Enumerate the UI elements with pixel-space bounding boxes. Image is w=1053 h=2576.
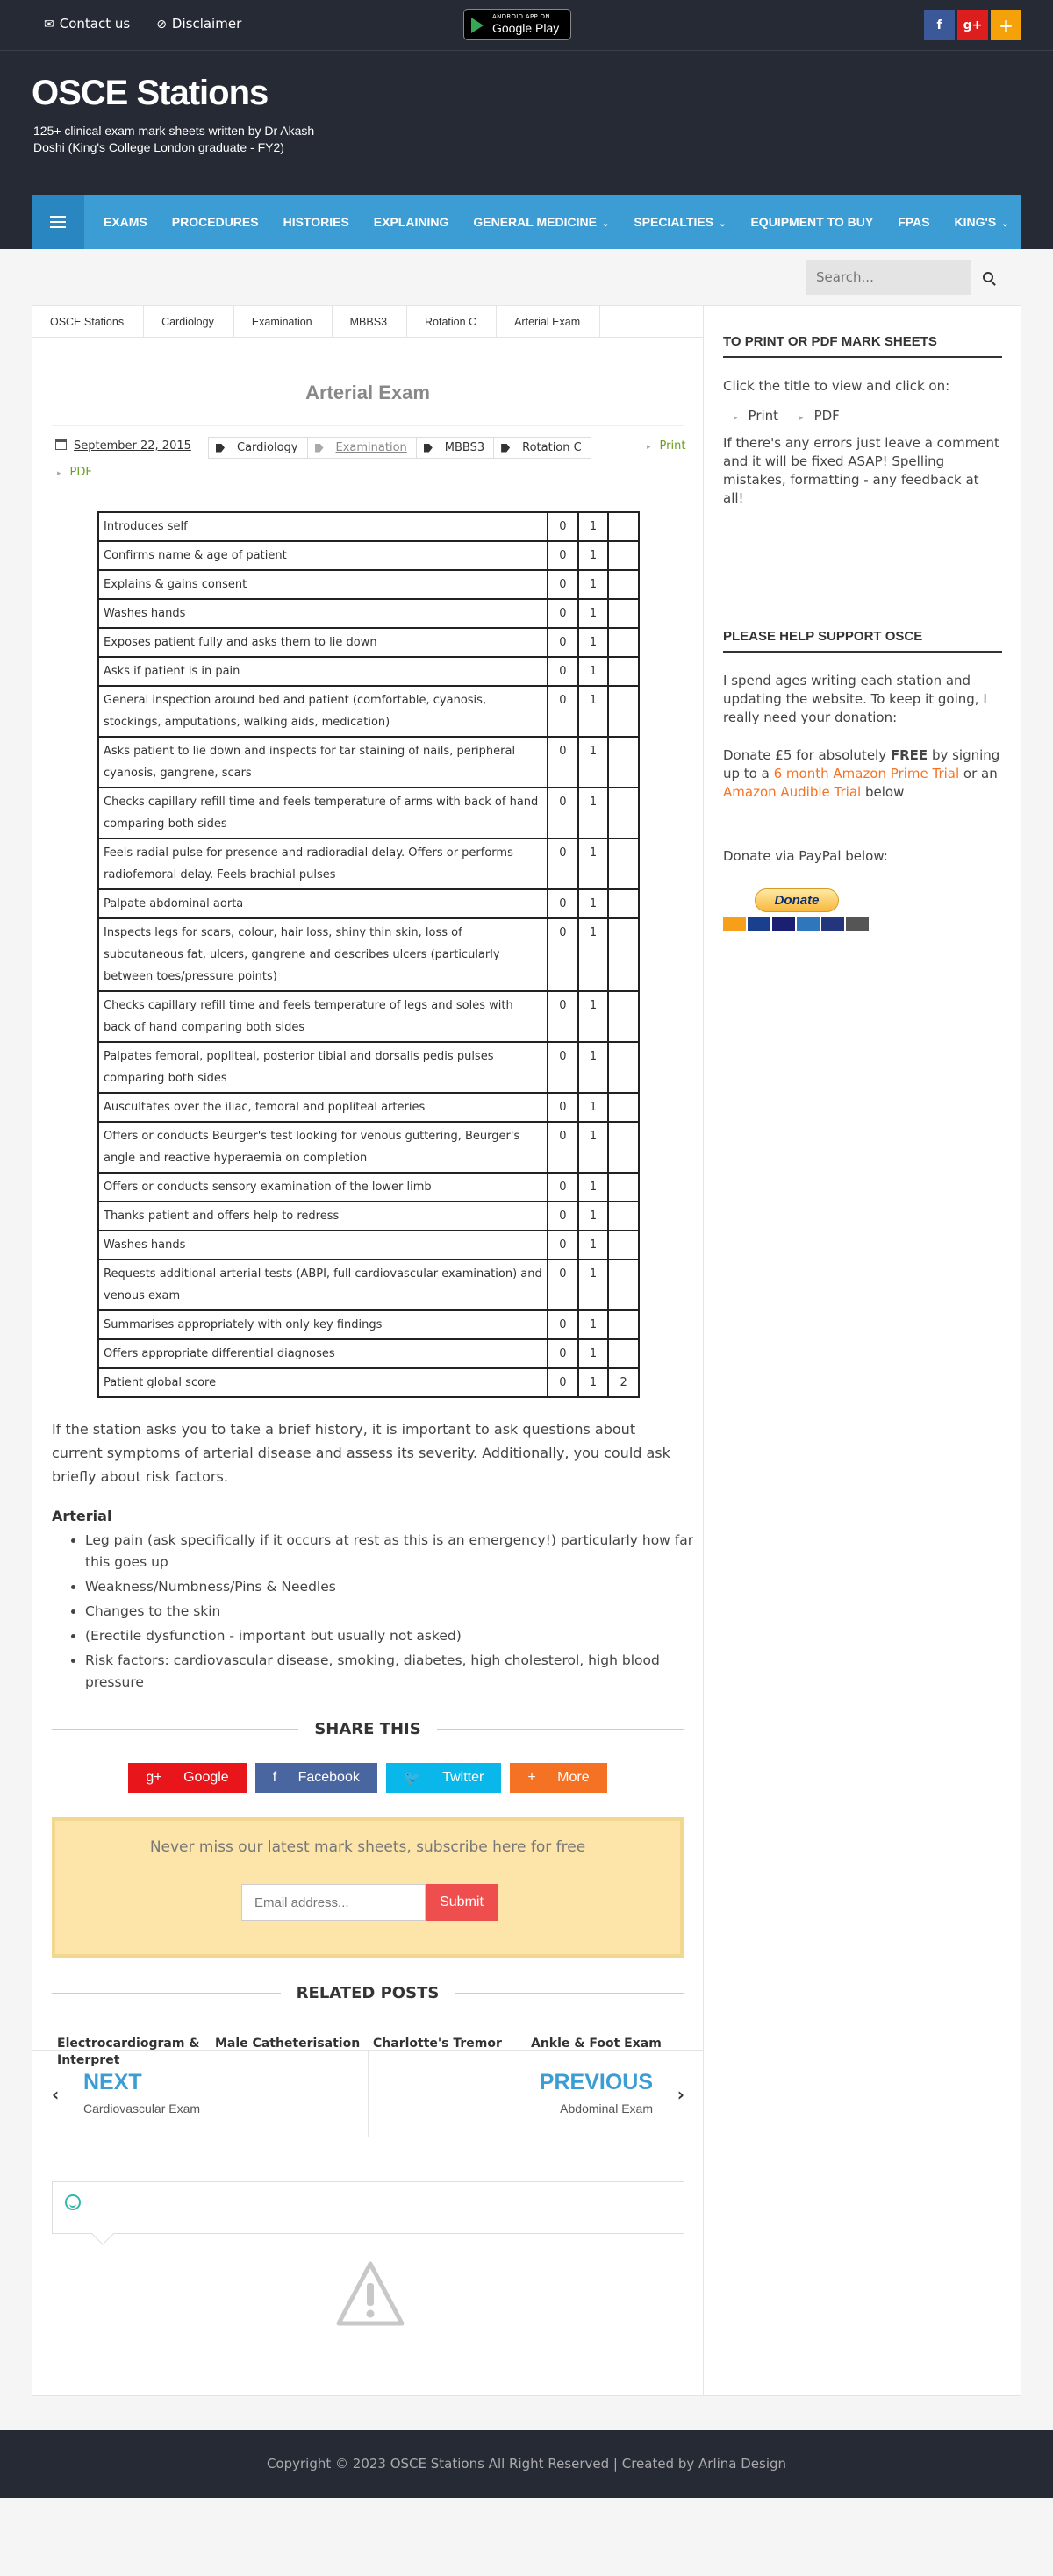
score-cell: 1 [578, 838, 609, 889]
post-date: September 22, 2015 [55, 439, 191, 453]
score-cell: 0 [548, 1368, 578, 1397]
score-cell: 1 [578, 657, 609, 686]
score-cell: 1 [578, 1122, 609, 1173]
nav-item-general-medicine[interactable]: GENERAL MEDICINE ⌄ [473, 215, 610, 229]
score-cell: 0 [548, 541, 578, 570]
subscribe-box [52, 1817, 684, 1958]
list-item: • Weakness/Numbness/Pins & Needles [85, 1576, 703, 1598]
comment-pointer [91, 2223, 113, 2244]
nav-list [84, 215, 1021, 229]
tag-icon [424, 444, 433, 453]
print-widget-title: TO PRINT OR PDF MARK SHEETS [723, 334, 1002, 358]
table-row [98, 657, 639, 686]
score-cell: 1 [578, 1339, 609, 1368]
post-title: Arterial Exam [305, 382, 430, 403]
facebook-icon[interactable]: f [924, 10, 955, 40]
score-cell [608, 1259, 639, 1310]
score-cell [608, 889, 639, 918]
share-more-button[interactable]: + More [510, 1763, 606, 1793]
score-cell: 1 [578, 1310, 609, 1339]
paypal-icon [821, 917, 844, 931]
warning-icon [335, 2258, 405, 2329]
search-button[interactable] [971, 260, 1006, 295]
arterial-heading: Arterial [52, 1508, 112, 1524]
score-cell [608, 512, 639, 541]
criterion-cell: Checks capillary refill time and feels temperature of legs and soles with back of hand comparing both sides [98, 991, 548, 1042]
table-row [98, 788, 639, 838]
score-cell: 0 [548, 991, 578, 1042]
google-play-icon [471, 18, 484, 33]
table-row [98, 918, 639, 991]
score-cell [608, 918, 639, 991]
criterion-cell: Checks capillary refill time and feels temperature of arms with back of hand comparing both sides [98, 788, 548, 838]
site-title[interactable]: OSCE Stations [32, 74, 269, 112]
score-cell: 2 [608, 1368, 639, 1397]
search-input[interactable] [806, 260, 971, 295]
nav-item-histories[interactable]: HISTORIES [283, 215, 349, 229]
score-cell [608, 1122, 639, 1173]
score-cell: 0 [548, 889, 578, 918]
table-row [98, 737, 639, 788]
contact-link[interactable]: ✉ Contact us [44, 16, 131, 32]
share-google-button[interactable]: g+ Google [128, 1763, 246, 1793]
google-play-badge[interactable]: ANDROID APP ON Google Play [463, 9, 571, 40]
table-row [98, 1122, 639, 1173]
score-cell: 0 [548, 686, 578, 737]
intro-paragraph: If the station asks you to take a brief history, it is important to ask questions about current symptoms of arterial disease and assess its severity. Additionally, you could ask briefly about risk factors. [52, 1421, 670, 1485]
breadcrumb [32, 306, 703, 338]
score-cell: 1 [578, 1231, 609, 1259]
score-cell [608, 686, 639, 737]
score-cell: 0 [548, 1042, 578, 1093]
chevron-down-icon: ⌄ [1001, 219, 1009, 229]
table-row [98, 512, 639, 541]
tag-icon [315, 444, 324, 453]
print-options [734, 408, 1002, 424]
score-cell: 1 [578, 1259, 609, 1310]
site-tagline: 125+ clinical exam mark sheets written by Dr Akash Doshi (King's College London graduate - FY2) [33, 124, 315, 154]
criterion-cell: Offers appropriate differential diagnoses [98, 1339, 548, 1368]
table-row [98, 1259, 639, 1310]
score-cell: 1 [578, 991, 609, 1042]
bank-icon [846, 917, 869, 931]
criterion-cell: Summarises appropriately with only key findings [98, 1310, 548, 1339]
criterion-cell: Introduces self [98, 512, 548, 541]
comment-box[interactable] [52, 2181, 684, 2234]
table-row [98, 991, 639, 1042]
criterion-cell: Thanks patient and offers help to redress [98, 1202, 548, 1231]
nav-item-fpas[interactable]: FPAS [898, 215, 930, 229]
criterion-cell: Washes hands [98, 1231, 548, 1259]
plus-icon: + [527, 1770, 541, 1785]
mastercard-icon [723, 917, 746, 931]
sidebar [704, 306, 1021, 1060]
site-footer [0, 2430, 1053, 2498]
score-cell [608, 1202, 639, 1231]
print-widget-text: Click the title to view and click on: [723, 378, 950, 394]
table-row [98, 570, 639, 599]
calendar-icon [55, 439, 67, 450]
score-cell: 1 [578, 512, 609, 541]
amazon-prime-link[interactable]: 6 month Amazon Prime Trial [773, 766, 960, 781]
score-cell [608, 628, 639, 657]
table-row [98, 686, 639, 737]
table-row [98, 889, 639, 918]
score-cell [608, 1093, 639, 1122]
breadcrumb-item[interactable]: Rotation C [407, 306, 497, 337]
score-cell: 0 [548, 1202, 578, 1231]
score-cell [608, 737, 639, 788]
google-plus-icon: g+ [146, 1770, 167, 1785]
donate-button[interactable]: Donate [755, 888, 839, 912]
previous-post-link[interactable]: › PREVIOUS Abdominal Exam [539, 2070, 684, 2116]
table-row [98, 1231, 639, 1259]
score-cell: 1 [578, 628, 609, 657]
score-cell: 0 [548, 628, 578, 657]
amazon-audible-link[interactable]: Amazon Audible Trial [723, 784, 862, 800]
pdf-option: ▸ PDF [799, 408, 840, 424]
twitter-icon: 🐦 [403, 1771, 426, 1786]
score-cell: 0 [548, 512, 578, 541]
criterion-cell: Feels radial pulse for presence and radioradial delay. Offers or performs radiofemoral delay. Feels brachial pulses [98, 838, 548, 889]
share-facebook-button[interactable]: f Facebook [255, 1763, 377, 1793]
support-widget-title: PLEASE HELP SUPPORT OSCE [723, 629, 1002, 653]
criterion-cell: Patient global score [98, 1368, 548, 1397]
pdf-link[interactable]: ▸ PDF [57, 466, 92, 479]
table-row [98, 1173, 639, 1202]
social-buttons [924, 10, 1021, 40]
criterion-cell: Auscultates over the iliac, femoral and popliteal arteries [98, 1093, 548, 1122]
share-buttons [32, 1763, 703, 1793]
score-cell: 1 [578, 541, 609, 570]
share-heading: SHARE THIS [52, 1720, 684, 1738]
top-bar [0, 0, 1053, 51]
copyright-text: Copyright © 2023 OSCE Stations All Right Reserved | Created by Arlina Design [266, 2456, 787, 2472]
post-tags [208, 437, 591, 459]
list-item: • (Erectile dysfunction - important but usually not asked) [85, 1625, 703, 1647]
site-header [0, 51, 1053, 249]
main-nav [32, 195, 1021, 249]
hamburger-icon [50, 216, 66, 228]
score-cell [608, 991, 639, 1042]
table-row [98, 599, 639, 628]
breadcrumb-item[interactable]: OSCE Stations [32, 306, 144, 337]
score-cell: 0 [548, 788, 578, 838]
criterion-cell: Washes hands [98, 599, 548, 628]
score-cell: 0 [548, 1093, 578, 1122]
score-cell [608, 541, 639, 570]
score-cell: 0 [548, 737, 578, 788]
score-cell: 1 [578, 737, 609, 788]
score-cell: 0 [548, 1310, 578, 1339]
score-cell: 0 [548, 1173, 578, 1202]
table-row [98, 1368, 639, 1397]
score-cell [608, 657, 639, 686]
score-cell: 1 [578, 686, 609, 737]
list-item: • Changes to the skin [85, 1601, 703, 1623]
score-cell: 0 [548, 918, 578, 991]
print-widget-note: If there's any errors just leave a comment and it will be fixed ASAP! Spelling mistakes, formatting - any feedback at all! [723, 435, 999, 506]
share-twitter-button[interactable]: 🐦 Twitter [386, 1763, 502, 1793]
visa-electron-icon [797, 917, 820, 931]
table-row [98, 1042, 639, 1093]
score-cell: 0 [548, 1259, 578, 1310]
nav-item-equipment-to-buy[interactable]: EQUIPMENT TO BUY [750, 215, 874, 229]
score-cell: 1 [578, 1202, 609, 1231]
search-row [0, 249, 1053, 305]
search-icon [983, 272, 993, 282]
criterion-cell: Exposes patient fully and asks them to lie down [98, 628, 548, 657]
subscribe-message: Never miss our latest mark sheets, subscribe here for free [149, 1838, 586, 1856]
score-cell [608, 570, 639, 599]
tag-icon [216, 444, 225, 453]
breadcrumb-item[interactable]: MBBS3 [333, 306, 407, 337]
nav-item-procedures[interactable]: PROCEDURES [171, 215, 259, 229]
print-widget [704, 334, 1021, 508]
score-cell: 0 [548, 599, 578, 628]
plus-icon[interactable]: + [991, 10, 1021, 40]
criterion-cell: Offers or conducts sensory examination of the lower limb [98, 1173, 548, 1202]
related-post-link[interactable]: Electrocardiogram & Interpret [57, 2037, 200, 2067]
table-row [98, 1202, 639, 1231]
criterion-cell: Confirms name & age of patient [98, 541, 548, 570]
tag-mbbs3[interactable]: MBBS3 [416, 437, 494, 459]
breadcrumb-item[interactable]: Arterial Exam [497, 306, 600, 337]
criterion-cell: Palpate abdominal aorta [98, 889, 548, 918]
chevron-right-icon: › [677, 2084, 684, 2105]
paypal-donate [723, 888, 1002, 934]
donate-text: Donate £5 for absolutely FREE by signing up to a 6 month Amazon Prime Trial or an Amazon Audible Trial below [723, 747, 1000, 800]
check-circle-icon: ⊘ [156, 18, 167, 32]
menu-button[interactable] [32, 195, 84, 249]
score-cell [608, 1173, 639, 1202]
tag-examination[interactable]: Examination [307, 437, 417, 459]
post-meta [52, 425, 684, 487]
criterion-cell: Offers or conducts Beurger's test looking for venous guttering, Beurger's angle and reactive hyperaemia on completion [98, 1122, 548, 1173]
score-cell: 1 [578, 570, 609, 599]
submit-button[interactable]: Submit [426, 1884, 498, 1921]
score-cell: 1 [578, 599, 609, 628]
score-cell: 0 [548, 1122, 578, 1173]
post-navigation [32, 2050, 704, 2137]
payment-cards [723, 917, 869, 931]
support-widget [704, 629, 1021, 934]
score-cell: 1 [578, 1173, 609, 1202]
list-item: • Risk factors: cardiovascular disease, smoking, diabetes, high cholesterol, high blood pressure [85, 1650, 703, 1694]
criterion-cell: Requests additional arterial tests (ABPI, full cardiovascular examination) and venous exam [98, 1259, 548, 1310]
score-cell: 0 [548, 1339, 578, 1368]
list-item: • Leg pain (ask specifically if it occurs at rest as this is an emergency!) particularly how far this goes up [85, 1530, 703, 1573]
visa-icon [772, 917, 795, 931]
chevron-down-icon: ⌄ [719, 219, 727, 229]
nav-item-exams[interactable]: EXAMS [104, 215, 147, 229]
chevron-down-icon: ⌄ [601, 219, 610, 229]
score-cell: 1 [578, 1093, 609, 1122]
breadcrumb-item[interactable]: Cardiology [144, 306, 234, 337]
breadcrumb-item[interactable]: Examination [234, 306, 333, 337]
smiley-icon [65, 2194, 81, 2210]
print-link[interactable]: ▸ Print [647, 439, 685, 453]
score-cell: 1 [578, 889, 609, 918]
score-cell [608, 1339, 639, 1368]
criterion-cell: Inspects legs for scars, colour, hair loss, shiny thin skin, loss of subcutaneous fat, ulcers, gangrene and describes ulcers (particularly between toes/pressure points) [98, 918, 548, 991]
nav-item-specialties[interactable]: SPECIALTIES ⌄ [634, 215, 727, 229]
score-cell [608, 788, 639, 838]
table-row [98, 541, 639, 570]
criterion-cell: Asks if patient is in pain [98, 657, 548, 686]
content-wrapper [32, 305, 1021, 2396]
next-post-link[interactable]: ‹ NEXT Cardiovascular Exam [32, 2051, 369, 2137]
criterion-cell: Asks patient to lie down and inspects for tar staining of nails, peripheral cyanosis, gangrene, scars [98, 737, 548, 788]
nav-item-king-s[interactable]: KING'S ⌄ [954, 215, 1009, 229]
score-cell [608, 838, 639, 889]
score-cell: 1 [578, 788, 609, 838]
print-option: ▸ Print [734, 408, 778, 424]
score-cell [608, 1231, 639, 1259]
support-widget-text: I spend ages writing each station and updating the website. To keep it going, I really need your donation: [723, 673, 987, 725]
envelope-icon: ✉ [44, 18, 54, 32]
tag-cardiology[interactable]: Cardiology [208, 437, 308, 459]
table-row [98, 1310, 639, 1339]
main-column [32, 306, 704, 2395]
tag-icon [501, 444, 510, 453]
criterion-cell: General inspection around bed and patient (comfortable, cyanosis, stockings, amputations, walking aids, medication) [98, 686, 548, 737]
score-cell [608, 1310, 639, 1339]
table-row [98, 628, 639, 657]
history-bullets [85, 1530, 703, 1694]
disclaimer-link[interactable]: ⊘ Disclaimer [156, 16, 242, 32]
score-cell: 0 [548, 1231, 578, 1259]
score-cell [608, 1042, 639, 1093]
mark-sheet-table [97, 511, 640, 1398]
criterion-cell: Palpates femoral, popliteal, posterior tibial and dorsalis pedis pulses comparing both sides [98, 1042, 548, 1093]
paypal-text: Donate via PayPal below: [723, 848, 888, 864]
table-row [98, 838, 639, 889]
maestro-icon [748, 917, 770, 931]
chevron-left-icon: ‹ [52, 2084, 60, 2105]
google-plus-icon[interactable]: g+ [957, 10, 988, 40]
score-cell: 0 [548, 570, 578, 599]
tag-rotation-c[interactable]: Rotation C [493, 437, 591, 459]
table-row [98, 1339, 639, 1368]
score-cell: 1 [578, 1368, 609, 1397]
related-post-link[interactable]: Ankle & Foot Exam [531, 2037, 662, 2051]
score-cell: 1 [578, 1042, 609, 1093]
score-cell: 1 [578, 918, 609, 991]
score-cell: 0 [548, 657, 578, 686]
related-heading: RELATED POSTS [52, 1984, 684, 2002]
nav-item-explaining[interactable]: EXPLAINING [373, 215, 449, 229]
top-links [44, 16, 241, 32]
criterion-cell: Explains & gains consent [98, 570, 548, 599]
email-field[interactable] [241, 1884, 426, 1921]
facebook-icon: f [272, 1770, 281, 1785]
table-row [98, 1093, 639, 1122]
score-cell: 0 [548, 838, 578, 889]
related-post-link[interactable]: Male Catheterisation [215, 2037, 361, 2051]
score-cell [608, 599, 639, 628]
related-post-link[interactable]: Charlotte's Tremor [373, 2037, 502, 2051]
